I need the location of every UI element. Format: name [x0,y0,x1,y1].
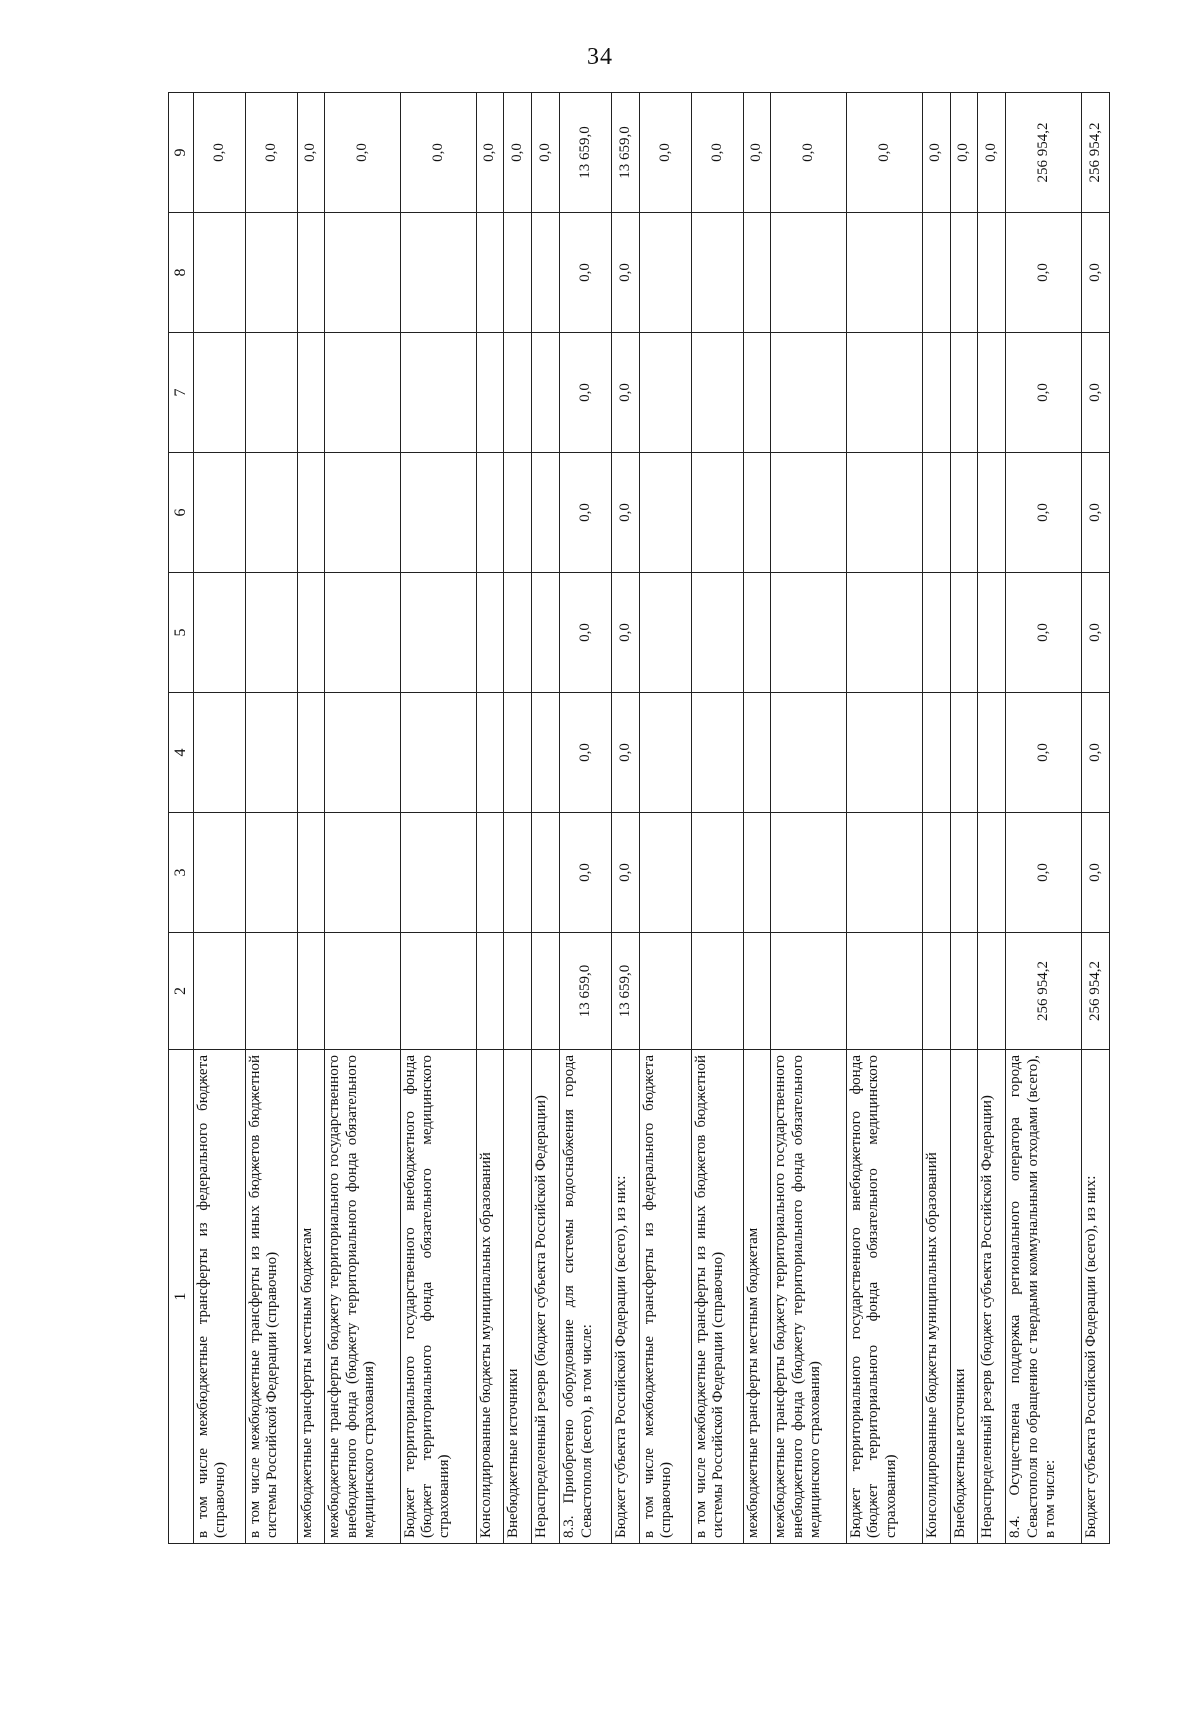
row-label: Консолидированные бюджеты муниципальных образований [922,1050,950,1544]
cell-value: 0,0 [194,93,246,213]
cell-value [922,573,950,693]
cell-value: 13 659,0 [612,93,640,213]
cell-value [400,213,476,333]
column-header: 5 [169,573,194,693]
table-row [560,93,612,1544]
cell-value: 256 954,2 [1081,933,1109,1050]
cell-value: 0,0 [1006,333,1082,453]
table-row [950,93,978,1544]
cell-value: 0,0 [1006,573,1082,693]
table-row [612,93,640,1544]
cell-value [504,813,532,933]
cell-value [504,573,532,693]
cell-value: 0,0 [743,93,771,213]
cell-value [922,933,950,1050]
cell-value [532,813,560,933]
cell-value [400,693,476,813]
cell-value [847,213,923,333]
cell-value [743,213,771,333]
cell-value [532,333,560,453]
cell-value [978,453,1006,573]
table-row [922,93,950,1544]
cell-value: 0,0 [1081,693,1109,813]
cell-value: 0,0 [1081,813,1109,933]
row-label: 8.4. Осуществлена поддержка регионального оператора города Севастополя по обращению с твердыми коммунальными отходами (всего), в том числе: [1006,1050,1082,1544]
cell-value [532,453,560,573]
table-row [245,93,297,1544]
cell-value [743,933,771,1050]
table-row [640,93,692,1544]
table-row [194,93,246,1544]
cell-value [297,933,325,1050]
row-label: Нераспределенный резерв (бюджет субъекта Российской Федерации) [978,1050,1006,1544]
cell-value: 0,0 [978,93,1006,213]
cell-value: 0,0 [245,93,297,213]
cell-value [847,693,923,813]
cell-value [476,573,504,693]
cell-value [400,813,476,933]
row-label: Нераспределенный резерв (бюджет субъекта Российской Федерации) [532,1050,560,1544]
table-row [476,93,504,1544]
cell-value [978,693,1006,813]
cell-value: 256 954,2 [1006,933,1082,1050]
cell-value [950,573,978,693]
cell-value [771,813,847,933]
cell-value: 0,0 [950,93,978,213]
cell-value [194,573,246,693]
cell-value [504,933,532,1050]
cell-value: 0,0 [640,93,692,213]
cell-value [771,573,847,693]
cell-value [640,573,692,693]
cell-value [847,333,923,453]
cell-value: 0,0 [612,693,640,813]
cell-value: 0,0 [560,453,612,573]
cell-value: 0,0 [847,93,923,213]
cell-value [691,333,743,453]
cell-value: 0,0 [1081,453,1109,573]
row-label: в том числе межбюджетные трансферты из иных бюджетов бюджетной системы Российской Федерации (справочно) [245,1050,297,1544]
cell-value [978,213,1006,333]
cell-value: 0,0 [771,93,847,213]
cell-value [978,333,1006,453]
cell-value [504,453,532,573]
table-row [771,93,847,1544]
table-row [325,93,401,1544]
table-row [978,93,1006,1544]
cell-value: 13 659,0 [560,933,612,1050]
row-label: Внебюджетные источники [504,1050,532,1544]
row-label: межбюджетные трансферты бюджету территориального государственного внебюджетного фонда (бюджету территориального фонда обязательного медицинского страхования) [325,1050,401,1544]
row-label: в том числе межбюджетные трансферты из иных бюджетов бюджетной системы Российской Федерации (справочно) [691,1050,743,1544]
cell-value [743,813,771,933]
cell-value [978,933,1006,1050]
cell-value [771,693,847,813]
cell-value [245,453,297,573]
row-label: 8.3. Приобретено оборудование для системы водоснабжения города Севастополя (всего), в том числе: [560,1050,612,1544]
cell-value [325,453,401,573]
cell-value: 0,0 [476,93,504,213]
cell-value [743,333,771,453]
cell-value: 0,0 [297,93,325,213]
column-header: 6 [169,453,194,573]
cell-value [691,813,743,933]
cell-value [847,573,923,693]
cell-value [950,213,978,333]
cell-value [400,573,476,693]
cell-value [532,573,560,693]
cell-value [771,453,847,573]
cell-value [532,693,560,813]
cell-value [476,333,504,453]
cell-value [532,213,560,333]
column-header: 3 [169,813,194,933]
row-label: Бюджет субъекта Российской Федерации (всего), из них: [1081,1050,1109,1544]
cell-value [922,813,950,933]
cell-value [476,813,504,933]
cell-value [978,573,1006,693]
cell-value [400,933,476,1050]
cell-value [245,693,297,813]
cell-value [847,453,923,573]
cell-value [245,573,297,693]
cell-value: 0,0 [1081,213,1109,333]
cell-value [978,813,1006,933]
table-row [1081,93,1109,1544]
row-label: в том числе межбюджетные трансферты из федерального бюджета (справочно) [194,1050,246,1544]
cell-value: 0,0 [612,213,640,333]
cell-value [400,333,476,453]
cell-value [325,573,401,693]
row-label: Бюджет субъекта Российской Федерации (всего), из них: [612,1050,640,1544]
cell-value [245,933,297,1050]
cell-value [640,333,692,453]
cell-value: 0,0 [612,813,640,933]
table-header-row [169,93,194,1544]
column-header: 4 [169,693,194,813]
cell-value: 0,0 [504,93,532,213]
cell-value [400,453,476,573]
cell-value [640,693,692,813]
cell-value [640,213,692,333]
cell-value: 0,0 [612,453,640,573]
cell-value: 0,0 [1006,693,1082,813]
table-row [504,93,532,1544]
cell-value: 0,0 [560,693,612,813]
cell-value [950,813,978,933]
cell-value [297,813,325,933]
cell-value [771,213,847,333]
row-label: межбюджетные трансферты бюджету территориального государственного внебюджетного фонда (бюджету территориального фонда обязательного медицинского страхования) [771,1050,847,1544]
cell-value [691,693,743,813]
cell-value [922,213,950,333]
cell-value [297,333,325,453]
cell-value [325,933,401,1050]
column-header: 2 [169,933,194,1050]
table-row [532,93,560,1544]
cell-value [476,693,504,813]
cell-value [194,453,246,573]
row-label: межбюджетные трансферты местным бюджетам [297,1050,325,1544]
cell-value [640,813,692,933]
row-label: межбюджетные трансферты местным бюджетам [743,1050,771,1544]
cell-value [476,213,504,333]
row-label: Бюджет территориального государственного внебюджетного фонда (бюджет территориального фонда обязательного медицинского страхования) [400,1050,476,1544]
row-label: Внебюджетные источники [950,1050,978,1544]
cell-value [476,453,504,573]
cell-value [743,573,771,693]
table-row [400,93,476,1544]
cell-value [245,213,297,333]
table-body [194,93,1110,1544]
cell-value: 13 659,0 [612,933,640,1050]
cell-value: 0,0 [325,93,401,213]
cell-value: 0,0 [612,573,640,693]
table-row [691,93,743,1544]
cell-value: 0,0 [1081,333,1109,453]
cell-value [245,333,297,453]
cell-value: 0,0 [1006,213,1082,333]
cell-value: 0,0 [1006,453,1082,573]
cell-value [194,693,246,813]
cell-value [691,453,743,573]
cell-value: 0,0 [1006,813,1082,933]
cell-value: 13 659,0 [560,93,612,213]
cell-value [691,573,743,693]
cell-value [771,333,847,453]
cell-value [771,933,847,1050]
table-row [297,93,325,1544]
cell-value: 0,0 [560,333,612,453]
cell-value [245,813,297,933]
cell-value [504,693,532,813]
cell-value [950,453,978,573]
cell-value [325,213,401,333]
cell-value [950,693,978,813]
cell-value: 0,0 [1081,573,1109,693]
cell-value [847,813,923,933]
cell-value [691,213,743,333]
cell-value [194,813,246,933]
table-row [847,93,923,1544]
cell-value [297,693,325,813]
row-label: в том числе межбюджетные трансферты из федерального бюджета (справочно) [640,1050,692,1544]
cell-value: 0,0 [612,333,640,453]
cell-value: 0,0 [922,93,950,213]
cell-value: 0,0 [400,93,476,213]
cell-value [950,933,978,1050]
cell-value [504,333,532,453]
cell-value: 0,0 [532,93,560,213]
cell-value [297,213,325,333]
cell-value [640,933,692,1050]
cell-value [691,933,743,1050]
cell-value [504,213,532,333]
cell-value [297,453,325,573]
cell-value [640,453,692,573]
page-number: 34 [587,44,613,70]
cell-value [922,333,950,453]
cell-value [532,933,560,1050]
column-header: 7 [169,333,194,453]
cell-value [922,693,950,813]
row-label: Консолидированные бюджеты муниципальных образований [476,1050,504,1544]
cell-value [847,933,923,1050]
column-header: 8 [169,213,194,333]
cell-value [194,213,246,333]
cell-value: 0,0 [560,573,612,693]
budget-table [168,92,1110,1544]
cell-value [325,813,401,933]
cell-value: 0,0 [560,813,612,933]
cell-value [950,333,978,453]
cell-value [743,693,771,813]
table-row [1006,93,1082,1544]
cell-value [325,693,401,813]
cell-value [922,453,950,573]
rotated-table-container [168,94,1110,1544]
cell-value: 256 954,2 [1006,93,1082,213]
cell-value [476,933,504,1050]
column-header: 1 [169,1050,194,1544]
cell-value [743,453,771,573]
cell-value [194,333,246,453]
cell-value: 0,0 [691,93,743,213]
table-row [743,93,771,1544]
cell-value [194,933,246,1050]
cell-value [297,573,325,693]
column-header: 9 [169,93,194,213]
row-label: Бюджет территориального государственного внебюджетного фонда (бюджет территориального фонда обязательного медицинского страхования) [847,1050,923,1544]
cell-value: 256 954,2 [1081,93,1109,213]
cell-value [325,333,401,453]
cell-value: 0,0 [560,213,612,333]
